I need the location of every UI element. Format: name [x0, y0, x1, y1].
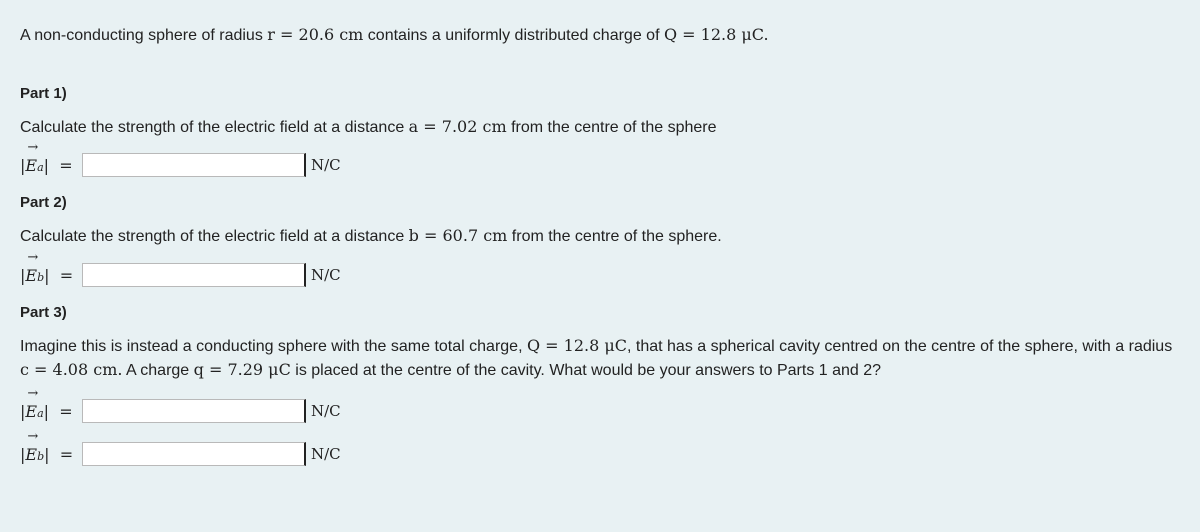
part1-unit: N/C: [311, 156, 341, 174]
part1-question: [20, 117, 717, 137]
field-b-label: | → Eb| =: [20, 249, 74, 285]
part3-text2: , that has a spherical cavity centred on the centre of the sphere, with a radius: [627, 338, 1173, 355]
field-b-label: | → Eb| =: [20, 428, 74, 464]
part1-answer-input[interactable]: [82, 153, 306, 177]
part2-suffix: from the centre of the sphere.: [507, 228, 722, 245]
part1-suffix: from the centre of the sphere: [506, 119, 717, 136]
part3-answer-b-input[interactable]: [82, 442, 306, 466]
intro-middle: contains a uniformly distributed charge of: [363, 27, 664, 44]
vector-arrow-icon: →: [27, 139, 39, 155]
problem-statement: [20, 25, 769, 45]
part3-charge-value: Q = 12.8 μC: [526, 336, 627, 355]
part3-unit-a: N/C: [311, 402, 341, 420]
vector-arrow-icon: →: [27, 428, 39, 444]
part2-unit: N/C: [311, 266, 341, 284]
vector-arrow-icon: →: [27, 385, 39, 401]
radius-value: r = 20.6 cm: [267, 25, 364, 44]
part3-question: [20, 334, 1185, 382]
part2-prefix: Calculate the strength of the electric field at a distance: [20, 228, 409, 245]
cavity-radius-value: c = 4.08 cm.: [20, 360, 123, 379]
part2-title: Part 2): [20, 194, 67, 211]
part3-answer-a-input[interactable]: [82, 399, 306, 423]
distance-b-value: b = 60.7 cm: [408, 226, 508, 245]
part3-answer-row-b: [20, 428, 341, 468]
distance-a-value: a = 7.02 cm: [408, 117, 507, 136]
field-a-label: | → Ea| =: [20, 139, 73, 175]
part3-text4: is placed at the centre of the cavity. What would be your answers to Parts 1 and 2?: [290, 362, 882, 379]
cavity-charge-value: q = 7.29 μC: [193, 360, 291, 379]
part3-title: Part 3): [20, 304, 67, 321]
part1-answer-row: [20, 139, 341, 179]
part2-question: [20, 226, 722, 246]
charge-value: Q = 12.8 μC.: [663, 25, 769, 44]
part3-answer-row-a: [20, 385, 341, 425]
part3-text3: A charge: [122, 362, 194, 379]
part3-text1: Imagine this is instead a conducting sphere with the same total charge,: [20, 338, 527, 355]
field-a-label: | → Ea| =: [20, 385, 73, 421]
part1-title: Part 1): [20, 85, 67, 102]
intro-prefix: A non-conducting sphere of radius: [20, 27, 268, 44]
vector-arrow-icon: →: [27, 249, 39, 265]
part2-answer-input[interactable]: [82, 263, 306, 287]
part2-answer-row: [20, 249, 341, 289]
part1-prefix: Calculate the strength of the electric field at a distance: [20, 119, 409, 136]
part3-unit-b: N/C: [311, 445, 341, 463]
